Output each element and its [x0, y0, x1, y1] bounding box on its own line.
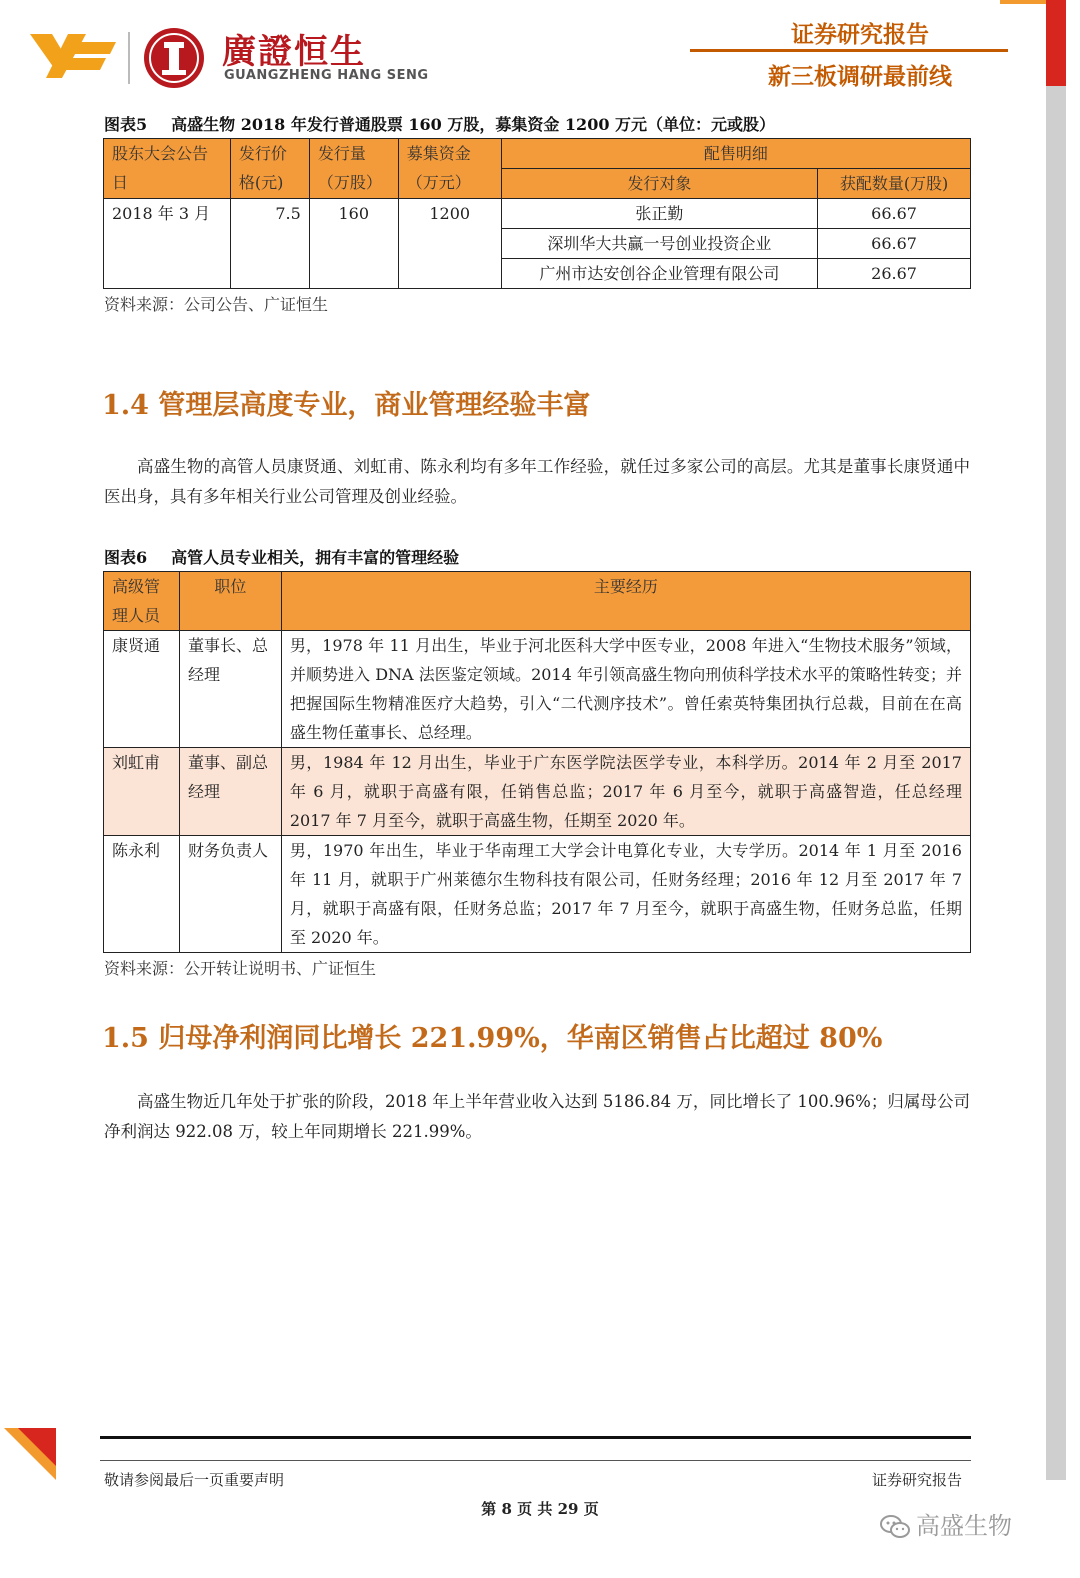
- header-executive-name: 高级管理人员: [104, 572, 180, 631]
- cell-experience: 男，1970 年出生，毕业于华南理工大学会计电算化专业，大专学历。2014 年 1 月至 2016 年 11 月，就职于广州莱德尔生物科技有限公司，任财务经理；2016 年 12 月至 2017 年 7 月，就职于高盛有限，任财务总监；2017 年 7 月至今，就职于高盛生物，任财务总监，任期至 2020 年。: [281, 836, 970, 953]
- header-allotted-quantity: 获配数量(万股): [818, 169, 971, 199]
- figure5-source: 资料来源：公司公告、广证恒生: [104, 295, 329, 314]
- cell-placement-target: 深圳华大共赢一号创业投资企业: [501, 229, 817, 259]
- watermark: [880, 1506, 1012, 1541]
- side-bar-accent: [1046, 0, 1066, 86]
- cell-position: 董事、副总经理: [179, 748, 281, 836]
- footer-rule: [100, 1436, 971, 1439]
- header-experience: 主要经历: [281, 572, 970, 631]
- cell-executive-name: 陈永利: [104, 836, 180, 953]
- figure6-caption: [104, 545, 459, 568]
- section-1-4-paragraph: 高盛生物的高管人员康贤通、刘虹甫、陈永利均有多年工作经验，就任过多家公司的高层。尤其是董事长康贤通中医出身，具有多年相关行业公司管理及创业经验。: [104, 457, 970, 506]
- cell-funds-raised: 1200: [398, 199, 501, 289]
- table-row: [104, 631, 971, 748]
- figure5-title: 高盛生物 2018 年发行普通股票 160 万股，募集资金 1200 万元（单位：元或股）: [171, 115, 776, 134]
- cell-allotted: 66.67: [818, 229, 971, 259]
- header-placement-details: 配售明细: [501, 139, 970, 169]
- cell-meeting-date: 2018 年 3 月: [104, 199, 231, 289]
- header-issue-quantity: 发行量（万股）: [309, 139, 398, 199]
- share-issuance-table: [103, 138, 971, 289]
- table-row: [104, 199, 971, 229]
- figure6-source: 资料来源：公开转让说明书、广证恒生: [104, 959, 377, 978]
- company-seal-icon: [142, 26, 206, 90]
- cell-executive-name: 刘虹甫: [104, 748, 180, 836]
- brand-name-cn: 廣證恒生: [222, 32, 366, 72]
- page-number: 第 8 页 共 29 页: [481, 1500, 599, 1518]
- side-bar: [1046, 0, 1066, 1480]
- header-rule: [690, 49, 1008, 52]
- wechat-icon: [880, 1514, 910, 1540]
- logo-divider: [128, 32, 130, 84]
- cell-issue-price: 7.5: [230, 199, 309, 289]
- footer-report-type: 证券研究报告: [872, 1471, 963, 1489]
- cell-position: 财务负责人: [179, 836, 281, 953]
- cell-experience: 男，1978 年 11 月出生，毕业于河北医科大学中医专业，2008 年进入“生物技术服务”领域，并顺势进入 DNA 法医鉴定领域。2014 年引领高盛生物向刑侦科学技术水平的策略性转变；并把握国际生物精准医疗大趋势，引入“二代测序技术”。曾任索英特集团执行总裁，目前在在高盛生物任董事长、总经理。: [281, 631, 970, 748]
- brand-name-en: GUANGZHENG HANG SENG: [224, 68, 429, 83]
- figure5-number: 图表5: [104, 115, 148, 134]
- cell-executive-name: 康贤通: [104, 631, 180, 748]
- ye-logo-icon: [28, 28, 118, 84]
- table-row: [104, 836, 971, 953]
- section-1-4-heading: 1.4 管理层高度专业，商业管理经验丰富: [102, 390, 591, 421]
- cell-issue-quantity: 160: [309, 199, 398, 289]
- footer-disclaimer: 敬请参阅最后一页重要声明: [104, 1471, 285, 1489]
- footer-triangle-icon: [4, 1428, 56, 1480]
- table-row: [104, 748, 971, 836]
- section-1-5-paragraph: 高盛生物近几年处于扩张的阶段，2018 年上半年营业收入达到 5186.84 万，同比增长了 100.96%；归属母公司净利润达 922.08 万，较上年同期增长 221.99%。: [104, 1092, 970, 1141]
- figure5-caption: [104, 112, 775, 135]
- cell-experience: 男，1984 年 12 月出生，毕业于广东医学院法医学专业，本科学历。2014 年 2 月至 2017 年 6 月，就职于高盛有限，任销售总监；2017 年 6 月至今，就职于高盛智造，任总经理 2017 年 7 月至今，就职于高盛生物，任期至 2020 年。: [281, 748, 970, 836]
- header-funds-raised: 募集资金（万元）: [398, 139, 501, 199]
- top-accent: [1000, 0, 1046, 4]
- section-1-5-heading: 1.5 归母净利润同比增长 221.99%，华南区销售占比超过 80%: [102, 1023, 883, 1054]
- header-column-name: 新三板调研最前线: [768, 64, 952, 90]
- header-position: 职位: [179, 572, 281, 631]
- header-placement-target: 发行对象: [501, 169, 817, 199]
- cell-position: 董事长、总经理: [179, 631, 281, 748]
- watermark-text: 高盛生物: [916, 1512, 1012, 1540]
- footer-rule-thin: [100, 1460, 971, 1461]
- header-issue-price: 发行价格(元): [230, 139, 309, 199]
- cell-allotted: 66.67: [818, 199, 971, 229]
- cell-allotted: 26.67: [818, 259, 971, 289]
- executives-table: [103, 571, 971, 953]
- header-report-type: 证券研究报告: [791, 22, 929, 48]
- figure6-title: 高管人员专业相关，拥有丰富的管理经验: [171, 548, 460, 567]
- cell-placement-target: 广州市达安创谷企业管理有限公司: [501, 259, 817, 289]
- figure6-number: 图表6: [104, 548, 148, 567]
- header-meeting-date: 股东大会公告日: [104, 139, 231, 199]
- cell-placement-target: 张正勤: [501, 199, 817, 229]
